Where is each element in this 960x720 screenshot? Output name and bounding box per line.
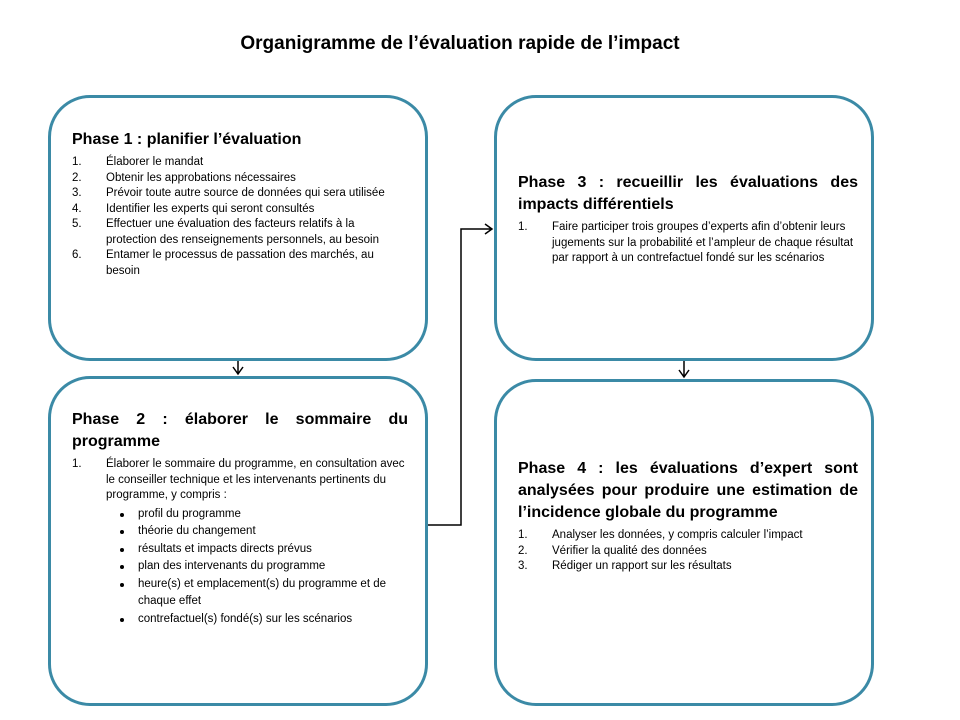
arrow-phase3-to-phase4 <box>679 361 689 377</box>
phase-4-box <box>494 379 874 706</box>
phase-2-box <box>48 376 428 706</box>
phase-2-steps <box>72 457 408 628</box>
phase-1-title: Phase 1 : planifier l’évaluation <box>72 131 302 148</box>
list-item: Entamer le processus de passation des marchés, au besoin <box>106 249 374 277</box>
list-item: Vérifier la qualité des données <box>552 544 707 557</box>
phase-2-bullets <box>106 506 408 629</box>
list-item: Prévoir toute autre source de données qui sera utilisée <box>106 187 385 199</box>
bullet-item: heure(s) et emplacement(s) du programme et de chaque effet <box>106 576 408 611</box>
list-item: Analyser les données, y compris calculer l’impact <box>552 529 803 541</box>
phase-3-title: Phase 3 : recueillir les évaluations des impacts différentiels <box>518 174 858 213</box>
phase-3-steps <box>518 220 858 267</box>
list-item: Identifier les experts qui seront consultés <box>106 202 315 215</box>
phase-2-step-text: Élaborer le sommaire du programme, en consultation avec le conseiller technique et les intervenants pertinents du programme, y compris : <box>106 458 405 501</box>
phase-1-steps <box>72 155 408 279</box>
list-item: Rédiger un rapport sur les résultats <box>552 560 732 572</box>
phase-1-box <box>48 95 428 361</box>
phase-4-title: Phase 4 : les évaluations d’expert sont analysées pour produire une estimation de l’incidence globale du programme <box>518 460 858 521</box>
bullet-item: plan des intervenants du programme <box>106 558 408 576</box>
bullet-item: profil du programme <box>106 506 408 524</box>
phase-4-steps <box>518 528 858 575</box>
bullet-item: théorie du changement <box>106 523 408 541</box>
phase-2-title: Phase 2 : élaborer le sommaire du programme <box>72 411 408 450</box>
bullet-item: contrefactuel(s) fondé(s) sur les scénarios <box>106 611 408 629</box>
list-item <box>72 457 408 628</box>
arrow-phase1-to-phase2 <box>233 361 243 374</box>
list-item: Obtenir les approbations nécessaires <box>106 171 296 184</box>
phase-3-box <box>494 95 874 361</box>
bullet-item: résultats et impacts directs prévus <box>106 541 408 559</box>
list-item: Élaborer le mandat <box>106 156 204 168</box>
arrow-phase2-to-phase3 <box>428 224 492 525</box>
list-item: Effectuer une évaluation des facteurs relatifs à la protection des renseignements personnels, au besoin <box>106 218 379 246</box>
list-item: Faire participer trois groupes d’experts afin d’obtenir leurs jugements sur la probabilité et l’ampleur de chaque résultat par rapport à un contrefactuel fondé sur les scénarios <box>552 221 854 264</box>
diagram-title: Organigramme de l’évaluation rapide de l’impact <box>240 33 680 54</box>
